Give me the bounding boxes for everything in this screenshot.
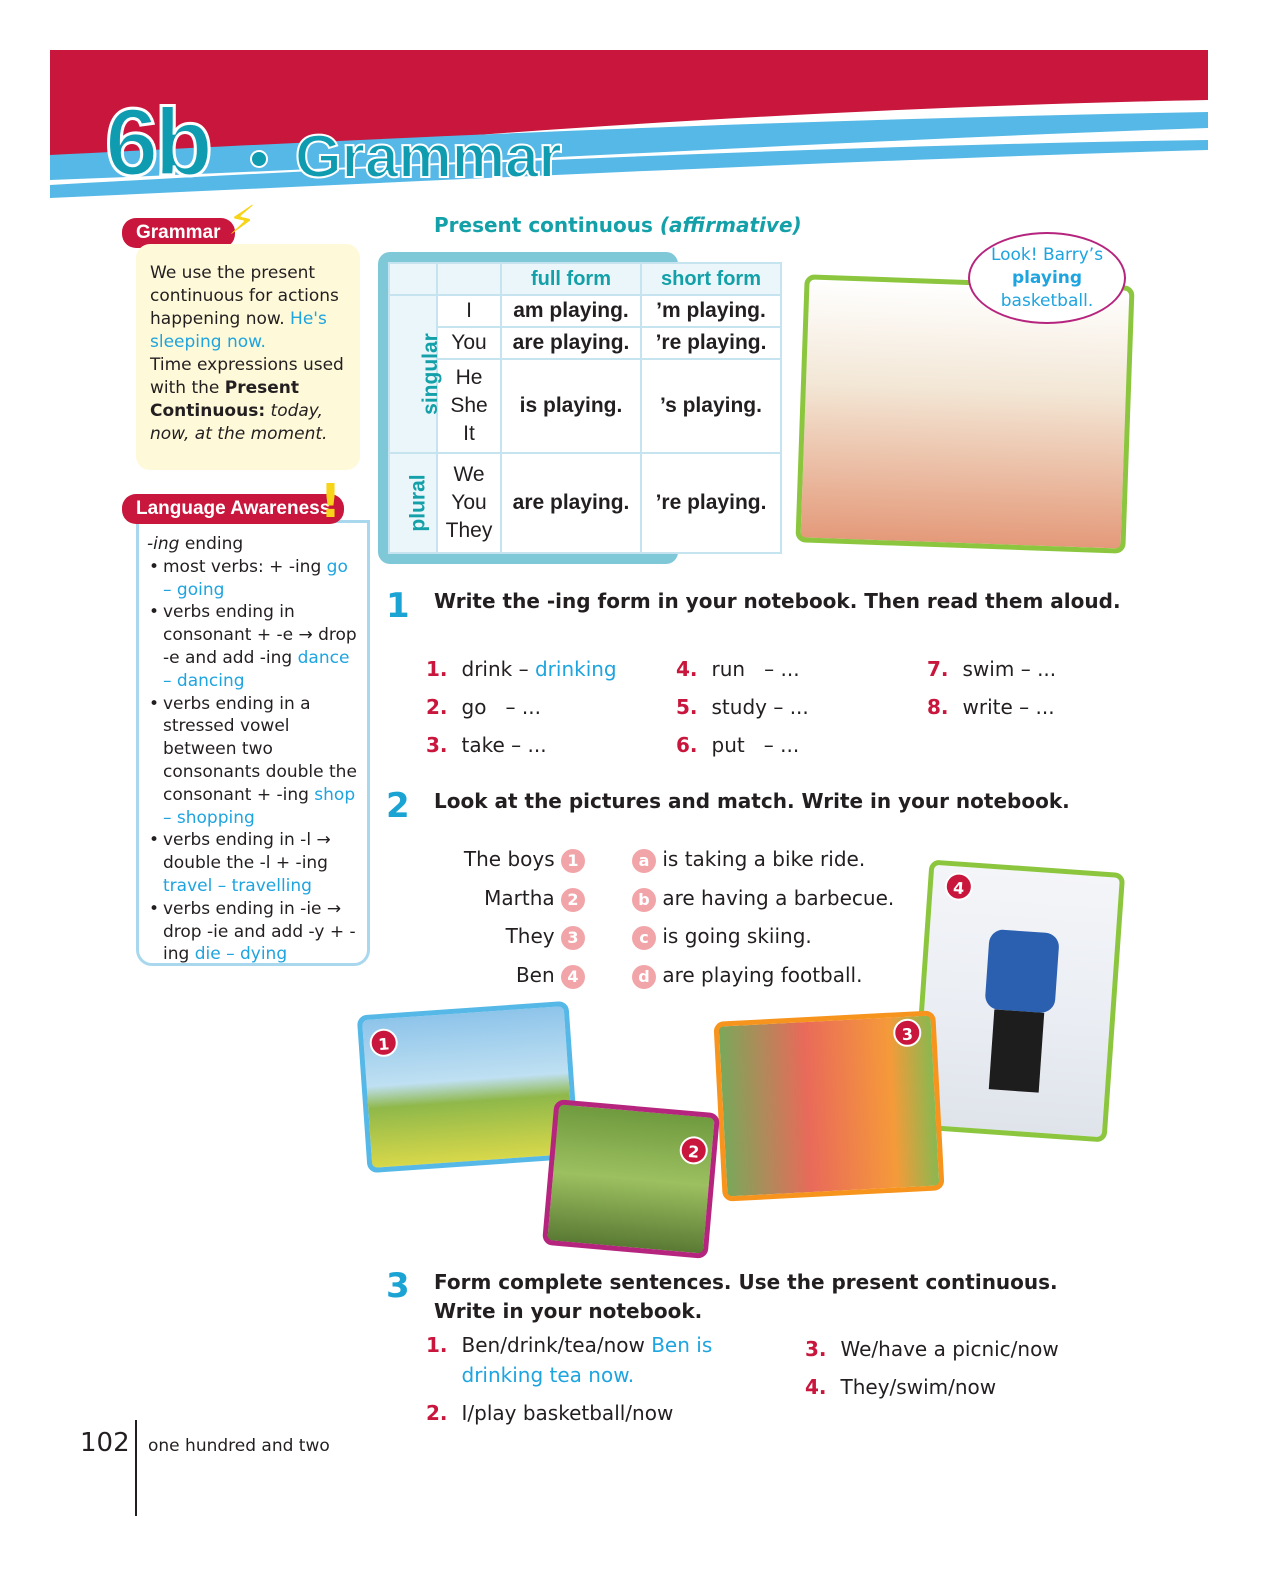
footer-divider	[135, 1420, 137, 1516]
text: Ben is drinking tea now.	[461, 1333, 713, 1387]
table-row	[389, 327, 781, 359]
text: are having a barbecue.	[662, 885, 895, 910]
la-heading-ing: -ing	[147, 534, 180, 554]
text: 4.	[805, 1375, 827, 1399]
text: are playing football.	[662, 963, 863, 988]
grammar-tag: Grammar	[122, 218, 235, 248]
language-awareness-box	[136, 520, 370, 966]
text: You	[437, 327, 501, 359]
text: go	[461, 695, 487, 719]
ex1-col3: 7. swim – ... 8. write – ...	[927, 657, 1057, 719]
text: verbs ending in consonant + -e → drop -e and add -ing	[163, 602, 357, 668]
text: basketball.	[1000, 291, 1094, 311]
ex1-col2: 4. run – ... 5. study – ... 6. put – ...	[676, 657, 809, 757]
ex2-right	[632, 840, 894, 995]
text: 5.	[676, 695, 698, 719]
text: verbs ending in -ie → drop -ie and add -y + -ing	[163, 898, 356, 965]
text: ...	[780, 733, 800, 757]
singular-label: singular	[418, 333, 442, 415]
text: is going skiing.	[662, 924, 812, 949]
text: Present continuous	[434, 213, 653, 237]
text: ’re playing.	[641, 327, 781, 359]
plural-label: plural	[406, 474, 430, 532]
page-number-words: one hundred and two	[148, 1436, 330, 1456]
la-rule	[147, 693, 359, 830]
text: ’re playing.	[641, 453, 781, 553]
text: are playing.	[501, 453, 641, 553]
grammar-bold: Present Continuous:	[150, 378, 300, 421]
text: c	[632, 926, 656, 950]
text: 1.	[426, 1333, 448, 1357]
text: run	[711, 657, 746, 681]
table-row	[389, 453, 781, 553]
text: 8.	[927, 695, 949, 719]
grammar-box	[136, 244, 360, 470]
text: study	[711, 695, 767, 719]
text: Look! Barry’s	[990, 245, 1104, 265]
table-row	[389, 295, 781, 327]
text: ...	[1035, 695, 1055, 719]
table-title	[434, 213, 802, 237]
text: take	[461, 733, 505, 757]
exercise-2-number: 2	[386, 786, 410, 826]
text: We You They	[437, 453, 501, 553]
text: ...	[789, 695, 809, 719]
text: 6.	[676, 733, 698, 757]
la-rule	[147, 556, 359, 602]
page-number: 102	[80, 1428, 130, 1458]
text: swim	[962, 657, 1015, 681]
text: verbs ending in a stressed vowel between two consonants double the consonant + -ing	[163, 693, 357, 805]
text: put	[711, 733, 745, 757]
text: We/have a picnic/now	[840, 1337, 1059, 1361]
exclamation-icon: !	[320, 474, 341, 528]
text: They	[505, 924, 555, 949]
text: 2.	[426, 1401, 448, 1425]
text: (affirmative)	[659, 213, 802, 237]
text: ’s playing.	[641, 359, 781, 453]
text: am playing.	[501, 295, 641, 327]
text: 1.	[426, 657, 448, 681]
exercise-3-number: 3	[386, 1266, 410, 1306]
la-rule	[147, 898, 359, 966]
text: ...	[527, 733, 547, 757]
col-short-form: short form	[641, 263, 781, 295]
text: 3.	[426, 733, 448, 757]
text: 2	[561, 888, 585, 912]
text: 3	[893, 1018, 922, 1047]
exercise-2-instruction: Look at the pictures and match. Write in your notebook.	[434, 789, 1070, 813]
header-banner	[50, 50, 1208, 200]
language-awareness-tag: Language Awareness	[122, 494, 344, 524]
photo-bike	[542, 1099, 720, 1259]
text: write	[962, 695, 1013, 719]
text: 3.	[805, 1337, 827, 1361]
text: 4	[561, 965, 585, 989]
table-row	[389, 359, 781, 453]
text: 1	[369, 1028, 399, 1058]
text: 2	[679, 1135, 709, 1165]
exercise-1-instruction: Write the -ing form in your notebook. Then read them aloud.	[434, 589, 1121, 613]
la-rule	[147, 829, 359, 897]
la-rule	[147, 601, 359, 692]
photo-barbecue	[713, 1010, 944, 1201]
text: 7.	[927, 657, 949, 681]
speech-bubble	[968, 232, 1126, 324]
text: b	[632, 888, 656, 912]
text: playing	[1011, 268, 1083, 288]
text: He She It	[437, 359, 501, 453]
text: 4.	[676, 657, 698, 681]
conjugation-table	[388, 262, 782, 554]
text: I/play basketball/now	[461, 1401, 674, 1425]
text: ...	[780, 657, 800, 681]
text: d	[632, 965, 656, 989]
grammar-text: We use the present continuous for actions happening now.	[150, 263, 339, 329]
grammar-example: He's sleeping now.	[150, 309, 327, 352]
text: Ben	[515, 963, 555, 988]
text: Martha	[484, 885, 555, 910]
text: 4	[944, 872, 974, 902]
ex1-col1: 1. drink – drinking 2. go – ... 3. take – ...	[426, 657, 617, 757]
text: die – dying	[194, 944, 288, 965]
text: ’m playing.	[641, 295, 781, 327]
text: travel – travelling	[163, 875, 312, 896]
text: verbs ending in -l → double the -l + -ing	[163, 830, 331, 874]
text: shop – shopping	[163, 784, 356, 828]
col-full-form: full form	[501, 263, 641, 295]
ex3-col1	[426, 1330, 746, 1428]
text: go – going	[163, 556, 348, 600]
unit-number: 6b	[105, 89, 210, 196]
text: drinking	[534, 657, 617, 681]
text: 2.	[426, 695, 448, 719]
exercise-3-instruction: Form complete sentences. Use the present continuous. Write in your notebook.	[434, 1270, 1058, 1323]
text: ...	[521, 695, 541, 719]
text: The boys	[463, 847, 555, 871]
text: most verbs: + -ing	[163, 556, 322, 577]
grammar-text-2: Time expressions used with the	[150, 355, 344, 398]
text: They/swim/now	[840, 1375, 997, 1399]
text: is taking a bike ride.	[662, 847, 866, 871]
text: 3	[561, 926, 585, 950]
text: a	[632, 849, 656, 873]
text: dance – dancing	[163, 647, 350, 691]
text: 1	[561, 849, 585, 873]
grammar-time-expressions: today, now, at the moment.	[150, 401, 328, 444]
lightning-icon: ⚡	[228, 198, 257, 244]
la-heading: ending	[184, 534, 244, 554]
text: are playing.	[501, 327, 641, 359]
ex3-col2	[805, 1330, 1059, 1406]
title-dot	[250, 150, 268, 168]
ex2-left	[430, 840, 585, 995]
text: is playing.	[501, 359, 641, 453]
text: I	[437, 295, 501, 327]
text: ...	[1037, 657, 1057, 681]
exercise-1-number: 1	[386, 586, 410, 626]
photo-football	[357, 1001, 580, 1173]
page-title: Grammar	[295, 123, 562, 190]
text: drink	[461, 657, 513, 681]
text: Ben/drink/tea/now	[461, 1333, 645, 1357]
photo-skiing	[911, 859, 1125, 1142]
